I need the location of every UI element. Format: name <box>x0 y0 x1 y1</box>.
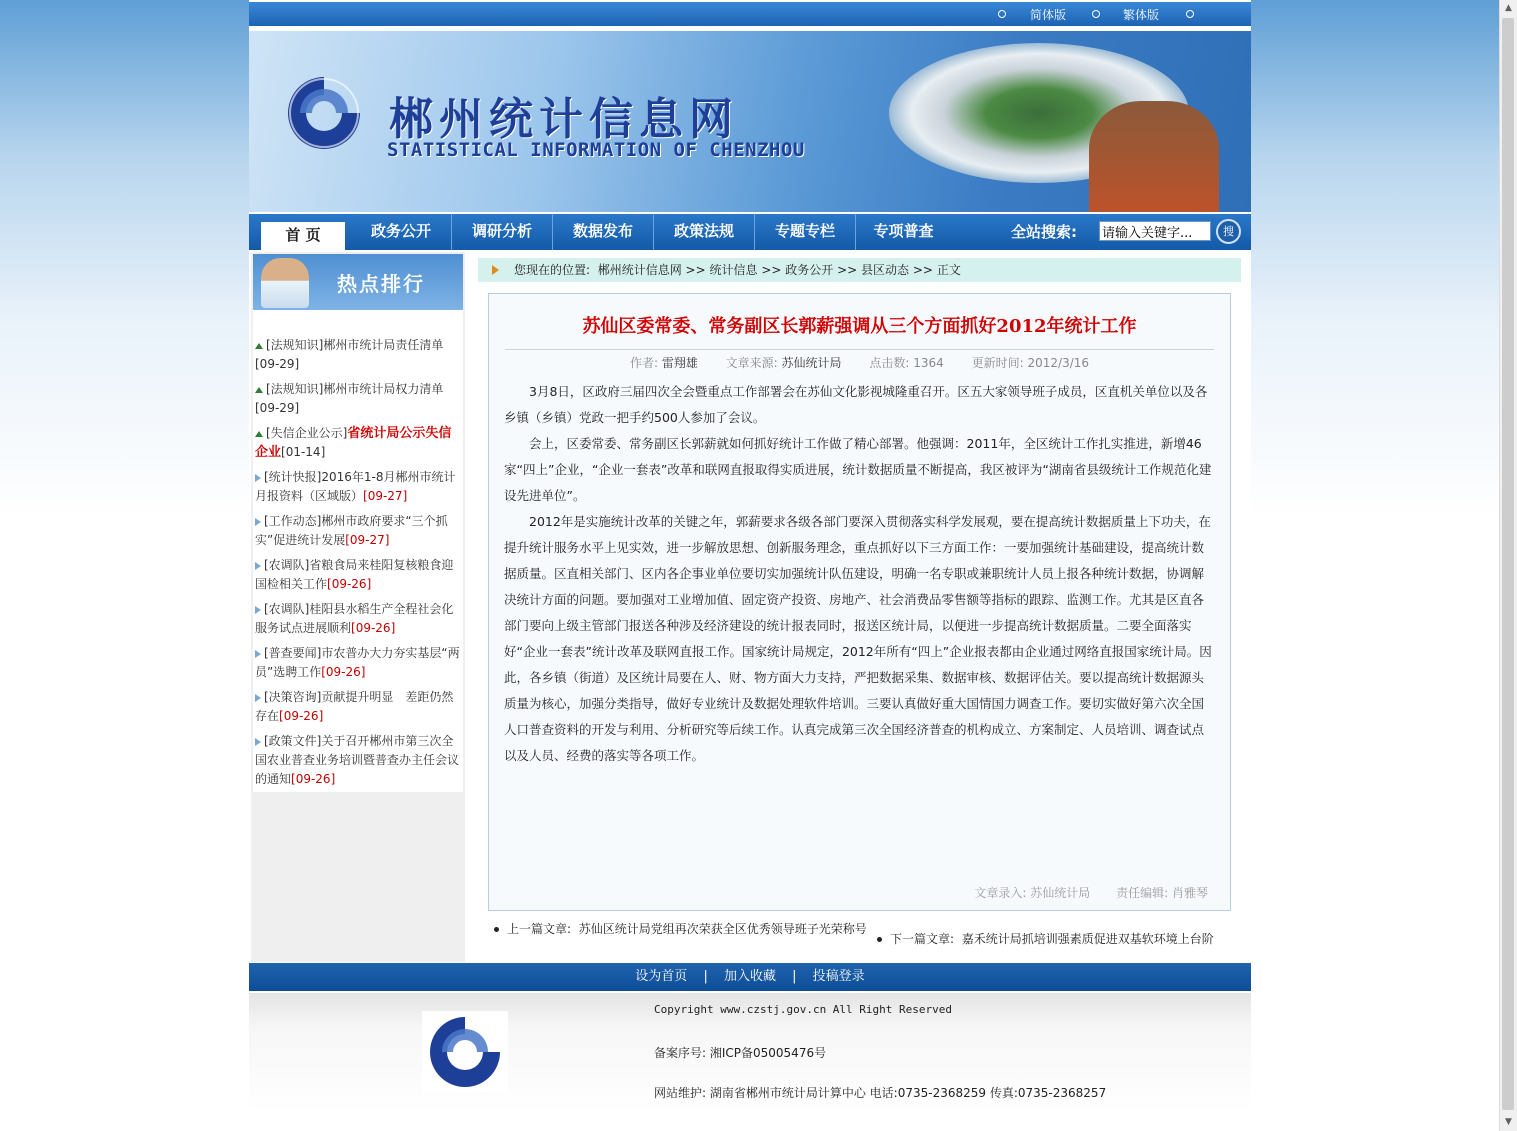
simplified-chinese-link[interactable]: 简体版 <box>1030 8 1067 22</box>
page <box>249 0 1251 1113</box>
item-date: [09-27] <box>345 533 390 547</box>
arrow-up-icon <box>255 431 263 437</box>
item-date: [09-29] <box>255 401 300 415</box>
submit-login-link[interactable]: 投稿登录 <box>812 969 865 984</box>
top-bar <box>249 2 1251 26</box>
item-date: [09-26] <box>321 665 366 679</box>
item-title[interactable]: [工作动态]郴州市政府要求“三个抓实”促进统计发展 <box>255 514 448 547</box>
bullet-icon <box>998 10 1006 18</box>
item-title[interactable]: [普查要闻]市农普办大力夯实基层“两员”选聘工作 <box>255 646 460 679</box>
arrow-right-icon <box>492 265 499 275</box>
bullet-icon <box>1092 10 1100 18</box>
search-label: 全站搜索: <box>1011 223 1077 241</box>
item-date: [09-26] <box>291 772 336 786</box>
breadcrumb <box>478 258 1241 282</box>
item-title[interactable]: [法规知识]郴州市统计局权力清单 <box>266 382 444 396</box>
nav-item-special-topics[interactable]: 专题专栏 <box>755 214 856 250</box>
item-title[interactable]: [统计快报]2016年1-8月郴州市统计月报资料（区域版） <box>255 470 456 503</box>
updated-value: 2012/3/16 <box>1027 356 1090 370</box>
item-date: [01-14] <box>281 445 326 459</box>
next-article <box>877 928 1237 950</box>
scrollbar-thumb[interactable] <box>1502 18 1514 1110</box>
entry-value: 苏仙统计局 <box>1030 886 1091 900</box>
link-separator: | <box>703 969 708 984</box>
set-homepage-link[interactable]: 设为首页 <box>635 969 688 984</box>
list-item[interactable] <box>255 688 463 726</box>
next-article-link[interactable]: 嘉禾统计局抓培训强素质促进双基软环境上台阶 <box>961 932 1214 946</box>
item-date: [09-29] <box>255 357 300 371</box>
breadcrumb-link-home[interactable]: 郴州统计信息网 <box>597 263 682 277</box>
item-title[interactable]: [农调队]桂阳县水稻生产全程社会化服务试点进展顺利 <box>255 602 454 635</box>
item-title[interactable]: [失信企业公示] <box>266 426 348 440</box>
site-logo-icon <box>282 71 366 155</box>
prev-label: 上一篇文章: <box>507 922 572 936</box>
list-item[interactable] <box>255 732 463 789</box>
hot-ranking-list <box>253 310 463 792</box>
list-item[interactable] <box>255 336 463 374</box>
site-search-input[interactable] <box>1099 221 1211 241</box>
sidebar-header <box>253 254 463 310</box>
item-date: [09-26] <box>327 577 372 591</box>
scroll-down-arrow[interactable]: ▼ <box>1505 1117 1512 1127</box>
nav-item-government-affairs[interactable]: 政务公开 <box>351 214 452 250</box>
nav-item-research[interactable]: 调研分析 <box>452 214 553 250</box>
list-item[interactable] <box>255 424 463 462</box>
article-footer <box>974 884 1208 901</box>
item-date: [09-27] <box>363 489 408 503</box>
nav-item-policies[interactable]: 政策法规 <box>654 214 755 250</box>
source-value: 苏仙统计局 <box>781 356 842 370</box>
arrow-right-icon <box>255 650 261 658</box>
item-date: [09-26] <box>351 621 396 635</box>
site-subtitle: STATISTICAL INFORMATION OF CHENZHOU <box>387 139 805 161</box>
article-body <box>504 379 1215 769</box>
list-item[interactable] <box>255 556 463 594</box>
breadcrumb-separator: >> <box>761 263 782 277</box>
search-button[interactable]: 搜 <box>1216 219 1241 244</box>
copyright-text: Copyright www.czstj.gov.cn All Right Reserved <box>654 1003 953 1016</box>
link-separator: | <box>792 969 797 984</box>
prev-article-link[interactable]: 苏仙区统计局党组再次荣获全区优秀领导班子光荣称号 <box>578 922 867 936</box>
sidebar <box>251 252 465 962</box>
list-item[interactable] <box>255 644 463 682</box>
breadcrumb-current: 正文 <box>936 263 961 277</box>
article-paragraph: 会上，区委常委、常务副区长郭薪就如何抓好统计工作做了精心部署。他强调：2011年，全区统计工作扎实推进，新增46家“四上”企业，“企业一套表”改革和联网直报取得实质进展，统计数据质量不断提高，我区被评为“湖南省县级统计工作规范化建设先进单位”。 <box>504 436 1212 503</box>
source-label: 文章来源: <box>725 356 778 370</box>
breadcrumb-link-county[interactable]: 县区动态 <box>861 263 910 277</box>
arrow-up-icon <box>255 343 263 349</box>
add-favorite-link[interactable]: 加入收藏 <box>723 969 776 984</box>
author-label: 作者: <box>629 356 658 370</box>
footer-links <box>249 963 1251 991</box>
nav-item-census[interactable]: 专项普查 <box>873 222 934 240</box>
next-label: 下一篇文章: <box>890 932 955 946</box>
article-paragraph: 3月8日，区政府三届四次全会暨重点工作部署会在苏仙文化影视城隆重召开。区五大家领导班子成员，区直机关单位以及各乡镇（乡镇）党政一把手约500人参加了会议。 <box>504 384 1208 425</box>
statue-image <box>1089 101 1219 212</box>
item-title[interactable]: [农调队]省粮食局来桂阳复核粮食迎国检相关工作 <box>255 558 454 591</box>
header-banner <box>249 31 1251 212</box>
clicks-value: 1364 <box>913 356 944 370</box>
breadcrumb-link-affairs[interactable]: 政务公开 <box>785 263 834 277</box>
main-nav <box>249 214 1251 250</box>
updated-label: 更新时间: <box>971 356 1024 370</box>
item-date: [09-26] <box>279 709 324 723</box>
list-item[interactable] <box>255 512 463 550</box>
arrow-right-icon <box>255 738 261 746</box>
item-highlight[interactable]: 省统计局公示失信企业 <box>255 426 452 460</box>
breadcrumb-separator: >> <box>837 263 858 277</box>
bullet-icon <box>1186 10 1194 18</box>
arrow-right-icon <box>255 562 261 570</box>
arrow-up-icon <box>255 387 263 393</box>
person-icon <box>261 258 309 308</box>
footer <box>249 993 1251 1113</box>
divider <box>505 349 1214 350</box>
traditional-chinese-link[interactable]: 繁体版 <box>1123 8 1160 22</box>
clicks-label: 点击数: <box>869 356 910 370</box>
article-title: 苏仙区委常委、常务副区长郭薪强调从三个方面抓好2012年统计工作 <box>582 316 1137 337</box>
breadcrumb-separator: >> <box>685 263 706 277</box>
list-item[interactable] <box>255 380 463 418</box>
list-item[interactable] <box>255 600 463 638</box>
arrow-right-icon <box>255 518 261 526</box>
breadcrumb-label: 您现在的位置: <box>514 263 591 277</box>
maintainer-text: 网站维护: 湖南省郴州市统计局计算中心 电话:0735-2368259 传真:0735-2368257 <box>654 1086 1107 1100</box>
list-item[interactable] <box>255 468 463 506</box>
bullet-icon <box>877 937 882 942</box>
item-title[interactable]: [政策文件]关于召开郴州市第三次全国农业普查业务培训暨普查办主任会议的通知 <box>255 734 460 786</box>
icp-text: 备案序号: 湘ICP备05005476号 <box>654 1046 827 1060</box>
nav-item-data-release[interactable]: 数据发布 <box>553 214 654 250</box>
editor-label: 责任编辑: <box>1116 886 1169 900</box>
scroll-up-arrow[interactable]: ▲ <box>1505 3 1512 13</box>
entry-label: 文章录入: <box>974 886 1027 900</box>
scrollbar[interactable] <box>1499 0 1517 1131</box>
prev-article <box>494 918 869 940</box>
site-title: 郴州统计信息网 <box>389 94 739 145</box>
footer-logo-icon <box>422 1011 508 1093</box>
breadcrumb-link-stats[interactable]: 统计信息 <box>709 263 758 277</box>
bullet-icon <box>494 927 499 932</box>
breadcrumb-separator: >> <box>912 263 933 277</box>
arrow-right-icon <box>255 474 261 482</box>
nav-item-home[interactable]: 首 页 <box>261 222 345 250</box>
item-title[interactable]: [法规知识]郴州市统计局责任清单 <box>266 338 444 352</box>
editor-value: 肖雅琴 <box>1171 886 1208 900</box>
article-paragraph: 2012年是实施统计改革的关键之年，郭薪要求各级各部门要深入贯彻落实科学发展观，要在提高统计数据质量上下功夫，在提升统计服务水平上见实效，进一步解放思想、创新服务理念，重点抓好以下三方面工作：一要加强统计基础建设，提高统计数据质量。区直相关部门、区内各企事业单位要切实加强统计队伍建设，明确一名专职或兼职统计人员上报各种统计数据，协调解决统计方面的问题。要加强对工业增加值、固定资产投资、房地产、社会消费品零售额等指标的跟踪、监测工作。尤其是区直各部门要向上级主管部门报送各种涉及经济建设的统计报表同时，报送区统计局，以便进一步提高统计数据质量。二要全面落实好“企业一套表”统计改革及联网直报工作。国家统计局规定，2012年所有“四上”企业报表都由企业通过网络直报国家统计局。因此，各乡镇（街道）及区统计局要在人、财、物方面大力支持，严把数据采集、数据审核、数据评估关。要以提高统计数据源头质量为核心，加强分类指导，做好专业统计及数据处理软件培训。三要认真做好重大国情国力调查工作。要切实做好第六次全国人口普查资料的开发与利用、分析研究等后续工作。认真完成第三次全国经济普查的机构成立、方案制定、人员培训、调查试点以及人员、经费的落实等各项工作。 <box>504 514 1212 763</box>
item-title[interactable]: [决策咨询]贡献提升明显 差距仍然存在 <box>255 690 454 723</box>
article-meta <box>489 354 1230 371</box>
arrow-right-icon <box>255 694 261 702</box>
arrow-right-icon <box>255 606 261 614</box>
author-value: 雷翔雄 <box>661 356 698 370</box>
article <box>488 293 1231 911</box>
sidebar-title: 热点排行 <box>337 272 425 296</box>
